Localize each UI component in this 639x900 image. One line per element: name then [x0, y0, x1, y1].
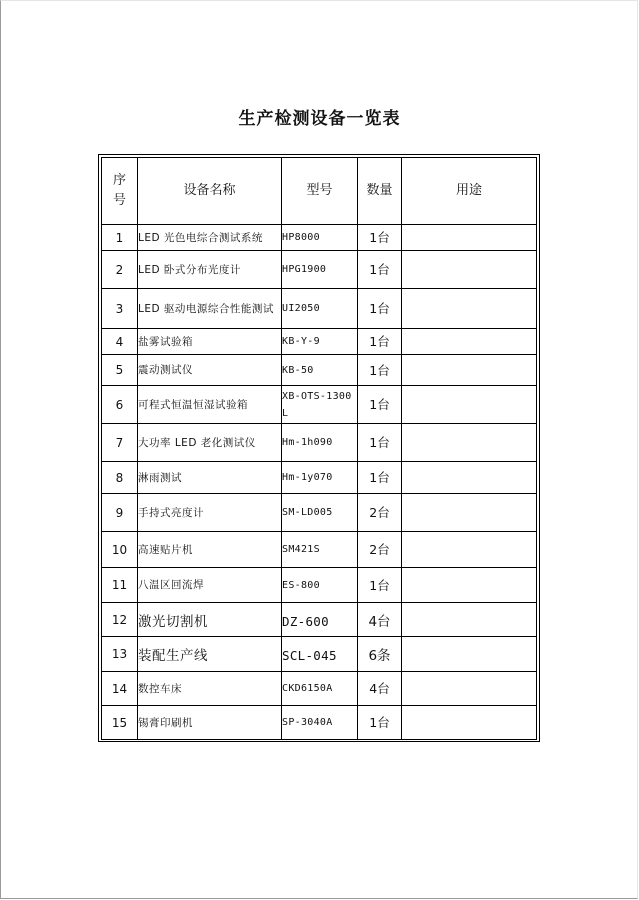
- equipment-model: Hm-1y070: [282, 462, 358, 494]
- equipment-name: 大功率 LED 老化测试仪: [138, 424, 282, 462]
- row-number: 15: [102, 706, 138, 740]
- equipment-model: Hm-1h090: [282, 424, 358, 462]
- equipment-model: UI2050: [282, 289, 358, 329]
- document-title: 生产检测设备一览表: [238, 109, 401, 129]
- equipment-model: XB-OTS-1300L: [282, 386, 358, 424]
- equipment-quantity: 6条: [358, 637, 402, 672]
- equipment-name: 手持式亮度计: [138, 494, 282, 532]
- row-number: 11: [102, 568, 138, 603]
- equipment-name: 数控车床: [138, 672, 282, 706]
- row-number: 4: [102, 329, 138, 355]
- row-number: 6: [102, 386, 138, 424]
- table-row: [102, 225, 537, 251]
- equipment-quantity: 4台: [358, 603, 402, 637]
- equipment-name: 高速贴片机: [138, 532, 282, 568]
- equipment-quantity: 2台: [358, 494, 402, 532]
- equipment-quantity: 4台: [358, 672, 402, 706]
- equipment-quantity: 1台: [358, 386, 402, 424]
- equipment-use: [402, 424, 537, 462]
- equipment-quantity: 1台: [358, 424, 402, 462]
- equipment-model: ES-800: [282, 568, 358, 603]
- row-number: 5: [102, 355, 138, 386]
- equipment-quantity: 1台: [358, 329, 402, 355]
- equipment-model: HPG1900: [282, 251, 358, 289]
- header-no: 序号: [102, 158, 138, 225]
- equipment-name: LED 光色电综合测试系统: [138, 225, 282, 251]
- table-row: [102, 603, 537, 637]
- header-name: 设备名称: [138, 158, 282, 225]
- equipment-quantity: 1台: [358, 462, 402, 494]
- row-number: 2: [102, 251, 138, 289]
- equipment-quantity: 1台: [358, 225, 402, 251]
- row-number: 8: [102, 462, 138, 494]
- header-qty: 数量: [358, 158, 402, 225]
- row-number: 7: [102, 424, 138, 462]
- equipment-name: 八温区回流焊: [138, 568, 282, 603]
- table-row: [102, 289, 537, 329]
- table-row: [102, 329, 537, 355]
- header-model: 型号: [282, 158, 358, 225]
- table-row: [102, 494, 537, 532]
- equipment-use: [402, 225, 537, 251]
- equipment-use: [402, 603, 537, 637]
- table-row: [102, 424, 537, 462]
- table-row: [102, 672, 537, 706]
- equipment-name: 可程式恒温恒湿试验箱: [138, 386, 282, 424]
- equipment-model: SP-3040A: [282, 706, 358, 740]
- equipment-name: 锡膏印刷机: [138, 706, 282, 740]
- equipment-use: [402, 568, 537, 603]
- row-number: 1: [102, 225, 138, 251]
- equipment-name: 淋雨测试: [138, 462, 282, 494]
- equipment-use: [402, 494, 537, 532]
- row-number: 10: [102, 532, 138, 568]
- equipment-model: HP8000: [282, 225, 358, 251]
- equipment-name: 盐雾试验箱: [138, 329, 282, 355]
- table-row: [102, 355, 537, 386]
- equipment-name: 装配生产线: [138, 637, 282, 672]
- row-number: 3: [102, 289, 138, 329]
- equipment-use: [402, 637, 537, 672]
- equipment-model: SM-LD005: [282, 494, 358, 532]
- equipment-name: 激光切割机: [138, 603, 282, 637]
- equipment-model: KB-Y-9: [282, 329, 358, 355]
- equipment-name: LED 卧式分布光度计: [138, 251, 282, 289]
- equipment-quantity: 1台: [358, 706, 402, 740]
- table-row: [102, 706, 537, 740]
- row-number: 14: [102, 672, 138, 706]
- equipment-quantity: 1台: [358, 251, 402, 289]
- row-number: 9: [102, 494, 138, 532]
- equipment-use: [402, 706, 537, 740]
- equipment-table: [101, 157, 537, 740]
- header-use: 用途: [402, 158, 537, 225]
- equipment-name: 震动测试仪: [138, 355, 282, 386]
- equipment-model: KB-50: [282, 355, 358, 386]
- equipment-use: [402, 462, 537, 494]
- equipment-quantity: 2台: [358, 532, 402, 568]
- equipment-model: SCL-045: [282, 637, 358, 672]
- table-row: [102, 568, 537, 603]
- equipment-quantity: 1台: [358, 289, 402, 329]
- table-outer-frame: [98, 154, 540, 742]
- equipment-use: [402, 355, 537, 386]
- equipment-name: LED 驱动电源综合性能测试: [138, 289, 282, 329]
- equipment-quantity: 1台: [358, 568, 402, 603]
- equipment-use: [402, 532, 537, 568]
- table-header-row: [102, 158, 537, 225]
- table-row: [102, 462, 537, 494]
- table-row: [102, 251, 537, 289]
- table-row: [102, 386, 537, 424]
- table-row: [102, 532, 537, 568]
- equipment-use: [402, 289, 537, 329]
- equipment-use: [402, 329, 537, 355]
- equipment-quantity: 1台: [358, 355, 402, 386]
- equipment-use: [402, 386, 537, 424]
- equipment-model: CKD6150A: [282, 672, 358, 706]
- equipment-model: SM421S: [282, 532, 358, 568]
- equipment-use: [402, 251, 537, 289]
- table-row: [102, 637, 537, 672]
- row-number: 13: [102, 637, 138, 672]
- equipment-model: DZ-600: [282, 603, 358, 637]
- equipment-use: [402, 672, 537, 706]
- row-number: 12: [102, 603, 138, 637]
